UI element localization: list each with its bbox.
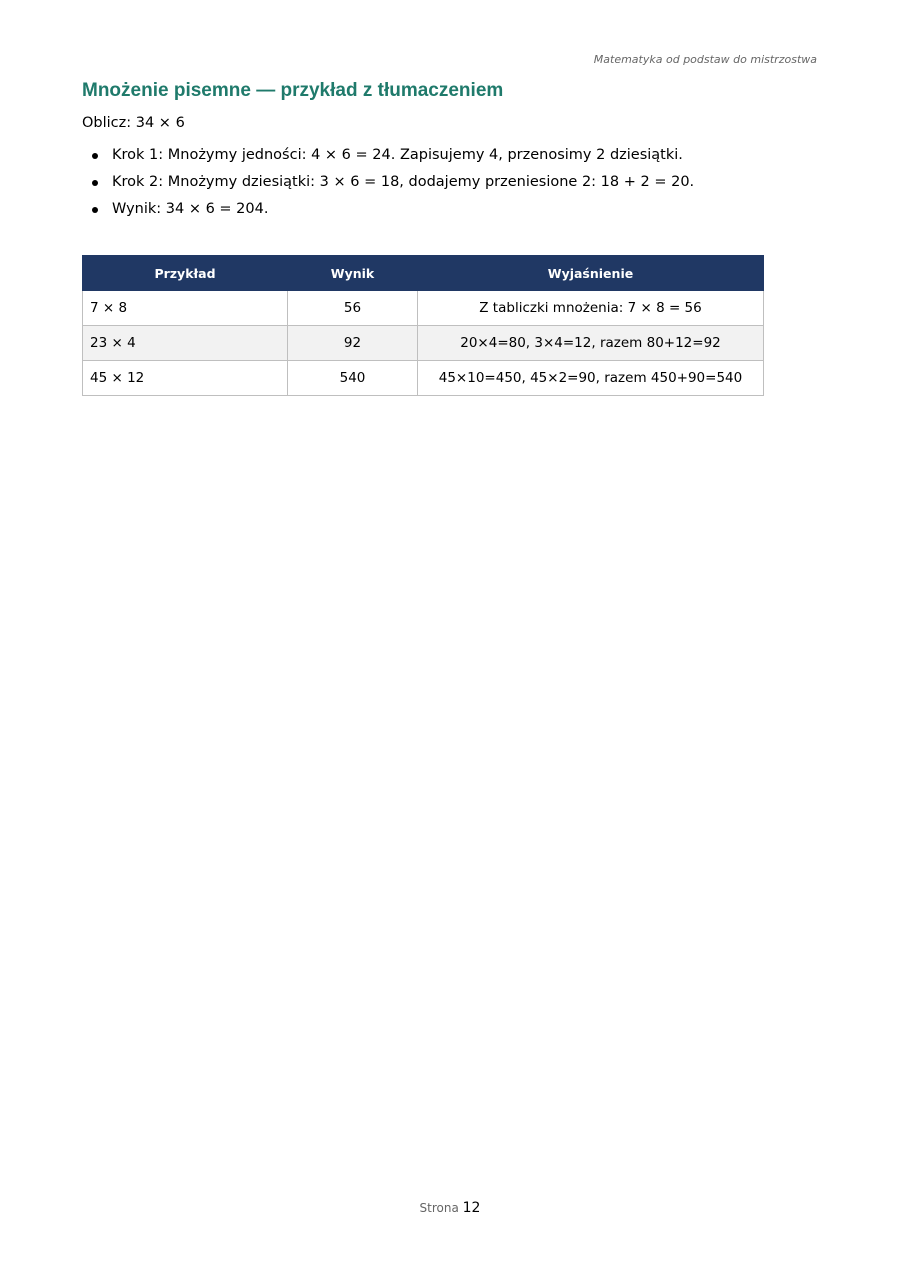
cell-example: 7 × 8 bbox=[83, 291, 288, 326]
page-label: Strona bbox=[419, 1201, 459, 1215]
cell-result: 92 bbox=[288, 326, 418, 361]
steps-list bbox=[82, 145, 802, 226]
page-number: 12 bbox=[462, 1200, 481, 1216]
column-header-explanation: Wyjaśnienie bbox=[418, 256, 764, 291]
table-header-row bbox=[83, 256, 764, 291]
bullet-icon bbox=[92, 153, 98, 159]
task-statement: Oblicz: 34 × 6 bbox=[82, 115, 185, 131]
examples-table bbox=[82, 255, 764, 396]
cell-explanation: 45×10=450, 45×2=90, razem 450+90=540 bbox=[418, 361, 764, 396]
column-header-example: Przykład bbox=[83, 256, 288, 291]
running-header: Matematyka od podstaw do mistrzostwa bbox=[593, 53, 817, 66]
step-text: Krok 2: Mnożymy dziesiątki: 3 × 6 = 18, dodajemy przeniesione 2: 18 + 2 = 20. bbox=[112, 174, 695, 190]
step-text: Krok 1: Mnożymy jedności: 4 × 6 = 24. Zapisujemy 4, przenosimy 2 dziesiątki. bbox=[112, 147, 683, 163]
cell-result: 56 bbox=[288, 291, 418, 326]
cell-explanation: 20×4=80, 3×4=12, razem 80+12=92 bbox=[418, 326, 764, 361]
cell-result: 540 bbox=[288, 361, 418, 396]
cell-example: 45 × 12 bbox=[83, 361, 288, 396]
bullet-icon bbox=[92, 180, 98, 186]
list-item bbox=[82, 172, 802, 199]
step-text: Wynik: 34 × 6 = 204. bbox=[112, 201, 269, 217]
list-item bbox=[82, 199, 802, 226]
list-item bbox=[82, 145, 802, 172]
column-header-result: Wynik bbox=[288, 256, 418, 291]
section-title: Mnożenie pisemne — przykład z tłumaczeniem bbox=[82, 80, 504, 101]
table-row bbox=[83, 326, 764, 361]
table-row bbox=[83, 291, 764, 326]
cell-example: 23 × 4 bbox=[83, 326, 288, 361]
table-row bbox=[83, 361, 764, 396]
page-footer bbox=[0, 1200, 900, 1216]
bullet-icon bbox=[92, 207, 98, 213]
cell-explanation: Z tabliczki mnożenia: 7 × 8 = 56 bbox=[418, 291, 764, 326]
